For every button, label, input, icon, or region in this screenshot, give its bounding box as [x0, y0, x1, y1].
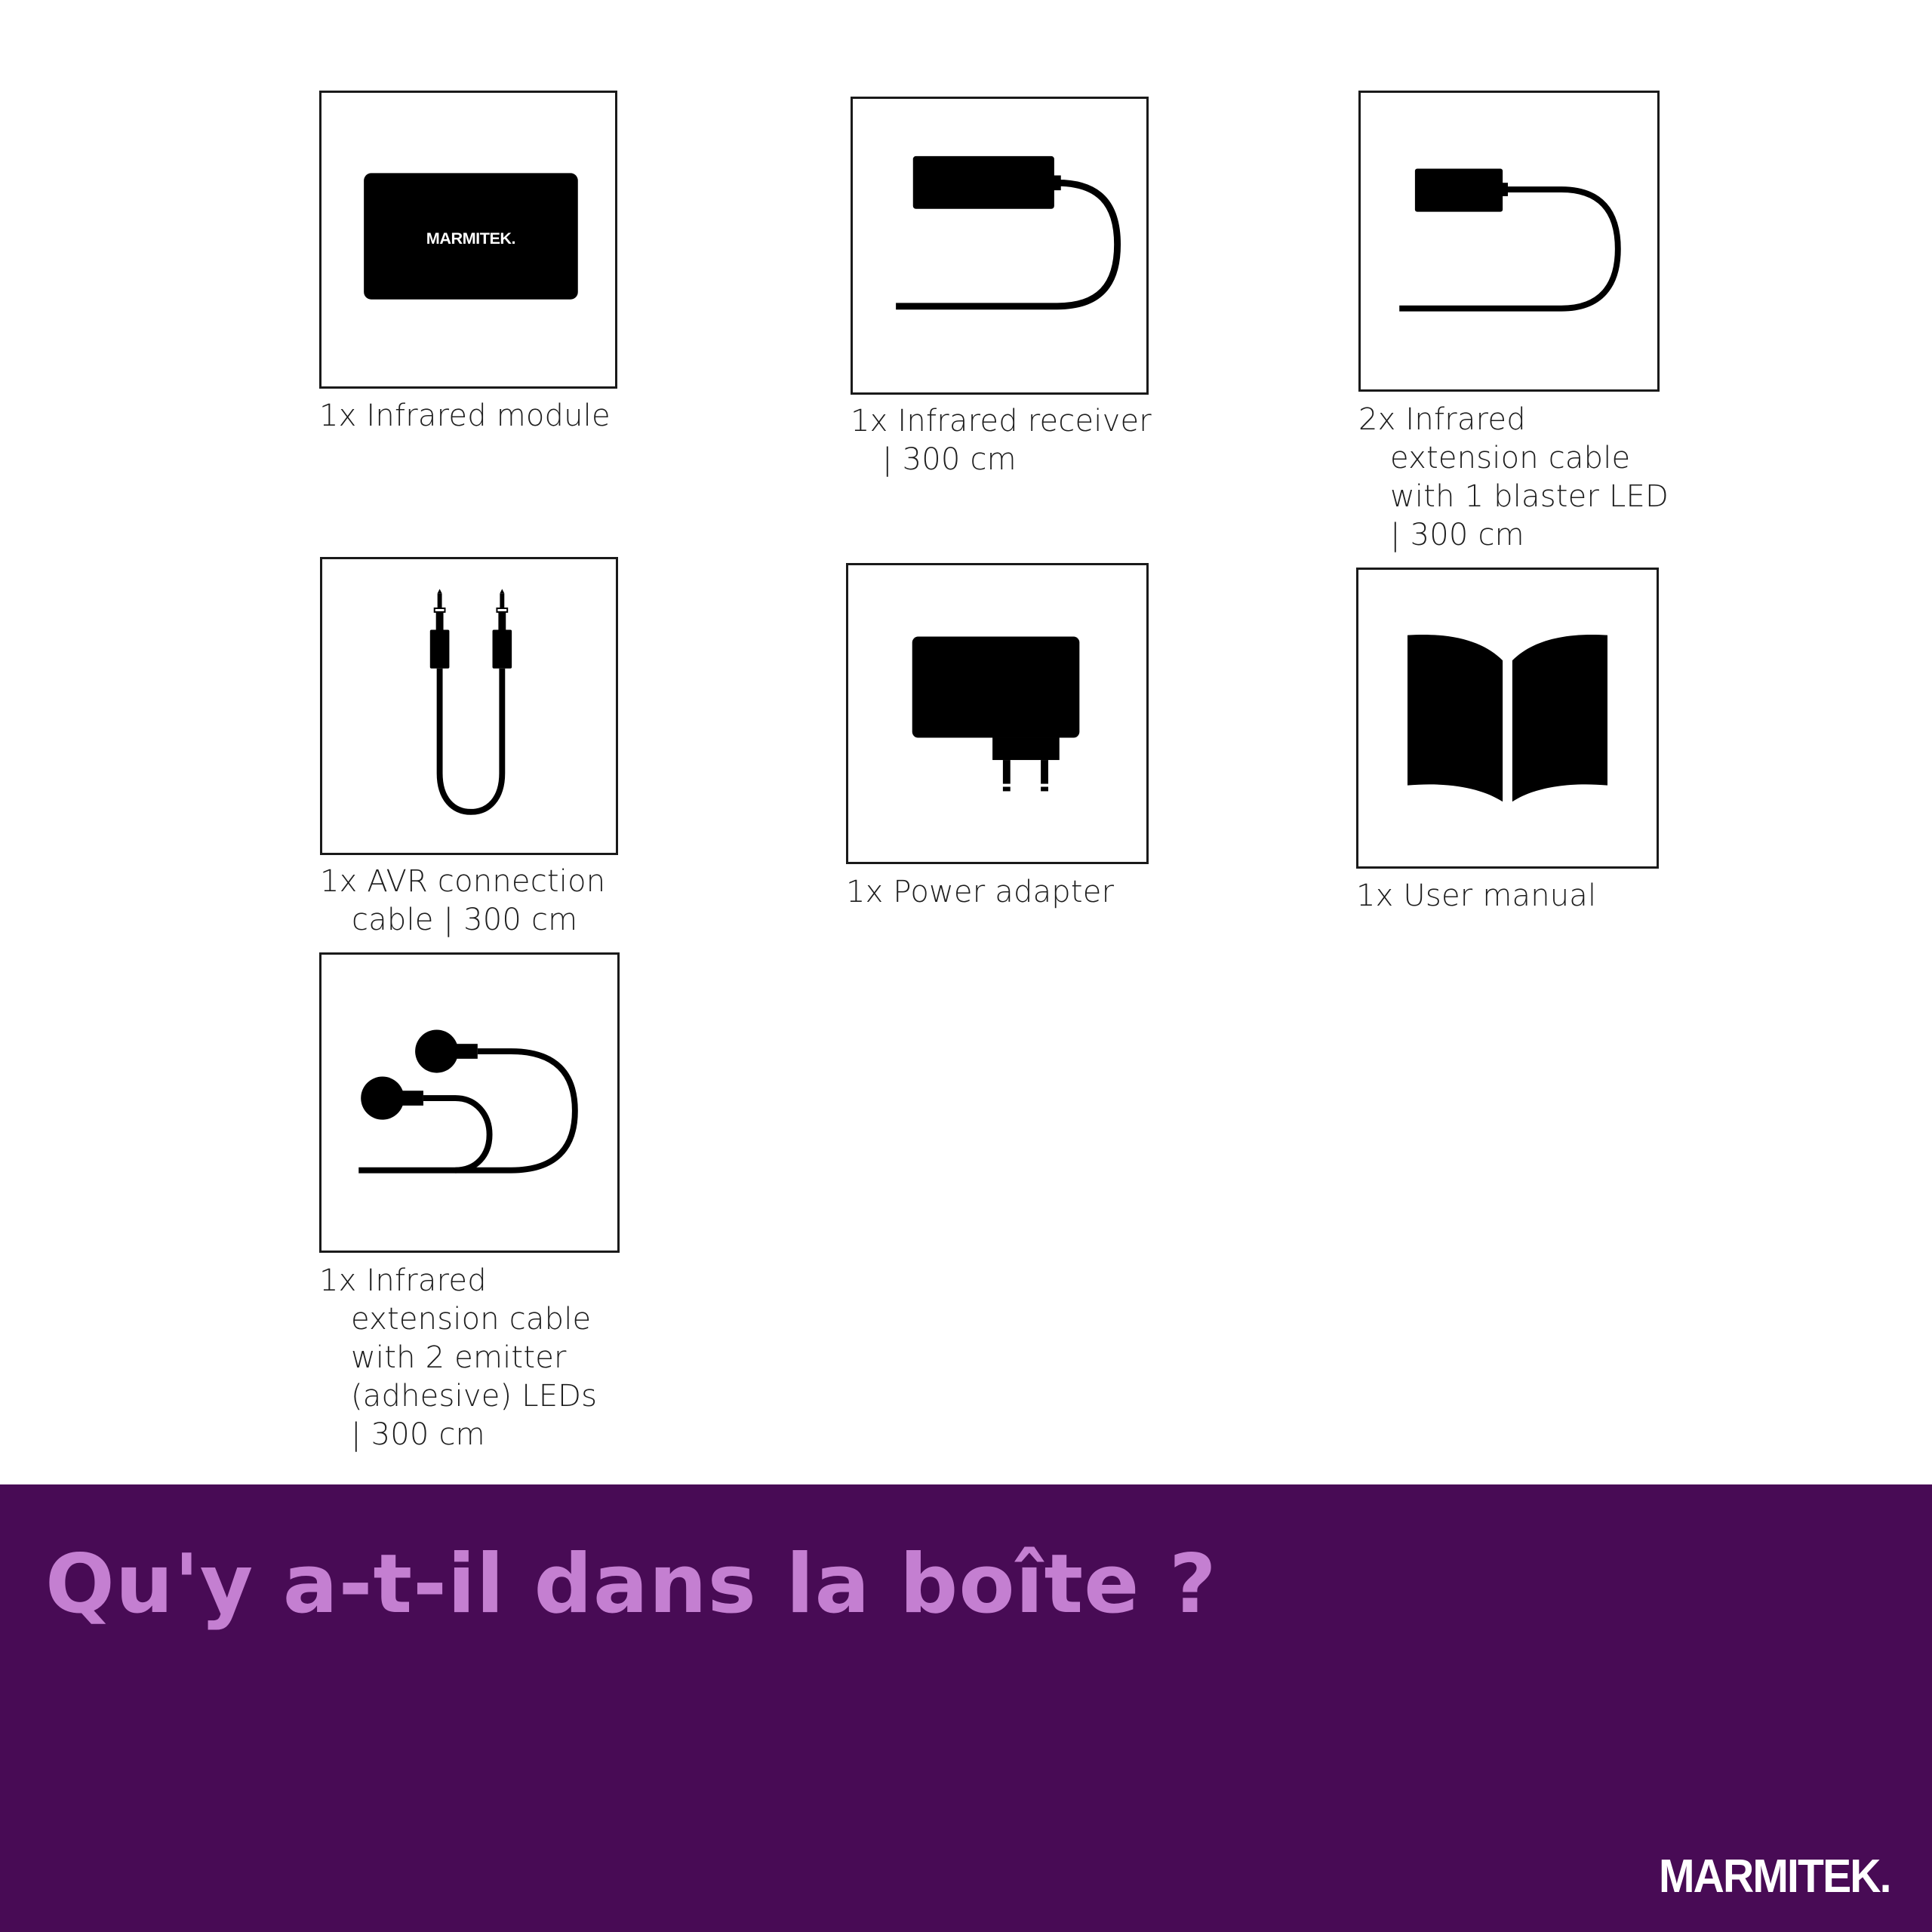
emitter-cable-box [319, 952, 620, 1253]
device-brand-text: MARMITEK. [426, 228, 516, 248]
blaster-cable-box [1358, 91, 1660, 392]
user-manual-label: 1x User manual [1356, 878, 1597, 913]
emitter-cable-label: 1x Infrared extension cable with 2 emitter (adhesive) LEDs | 300 cm [319, 1263, 598, 1452]
blaster-cable-label: 2x Infrared extension cable with 1 blaster LED | 300 cm [1358, 402, 1669, 552]
infrared-module-icon [321, 93, 615, 386]
avr-cable-icon [322, 559, 616, 853]
user-manual-icon [1358, 570, 1657, 866]
infrared-module-box [319, 91, 617, 389]
avr-cable-label: 1x AVR connection cable | 300 cm [320, 864, 606, 937]
brand-logo: MARMITEK. [1659, 1850, 1890, 1903]
power-adapter-box [846, 563, 1149, 864]
power-adapter-label: 1x Power adapter [846, 875, 1115, 909]
power-adapter-icon [848, 565, 1146, 862]
infrared-module-label: 1x Infrared module [319, 398, 611, 433]
user-manual-box [1356, 568, 1659, 869]
avr-cable-box [320, 557, 618, 855]
page-title: Qu'y a-t-il dans la boîte ? [45, 1537, 1217, 1632]
blaster-cable-icon [1361, 93, 1657, 389]
infrared-receiver-icon [853, 99, 1146, 392]
infrared-receiver-box [851, 97, 1149, 395]
infrared-receiver-label: 1x Infrared receiver | 300 cm [851, 404, 1152, 477]
emitter-cable-icon [321, 955, 617, 1251]
